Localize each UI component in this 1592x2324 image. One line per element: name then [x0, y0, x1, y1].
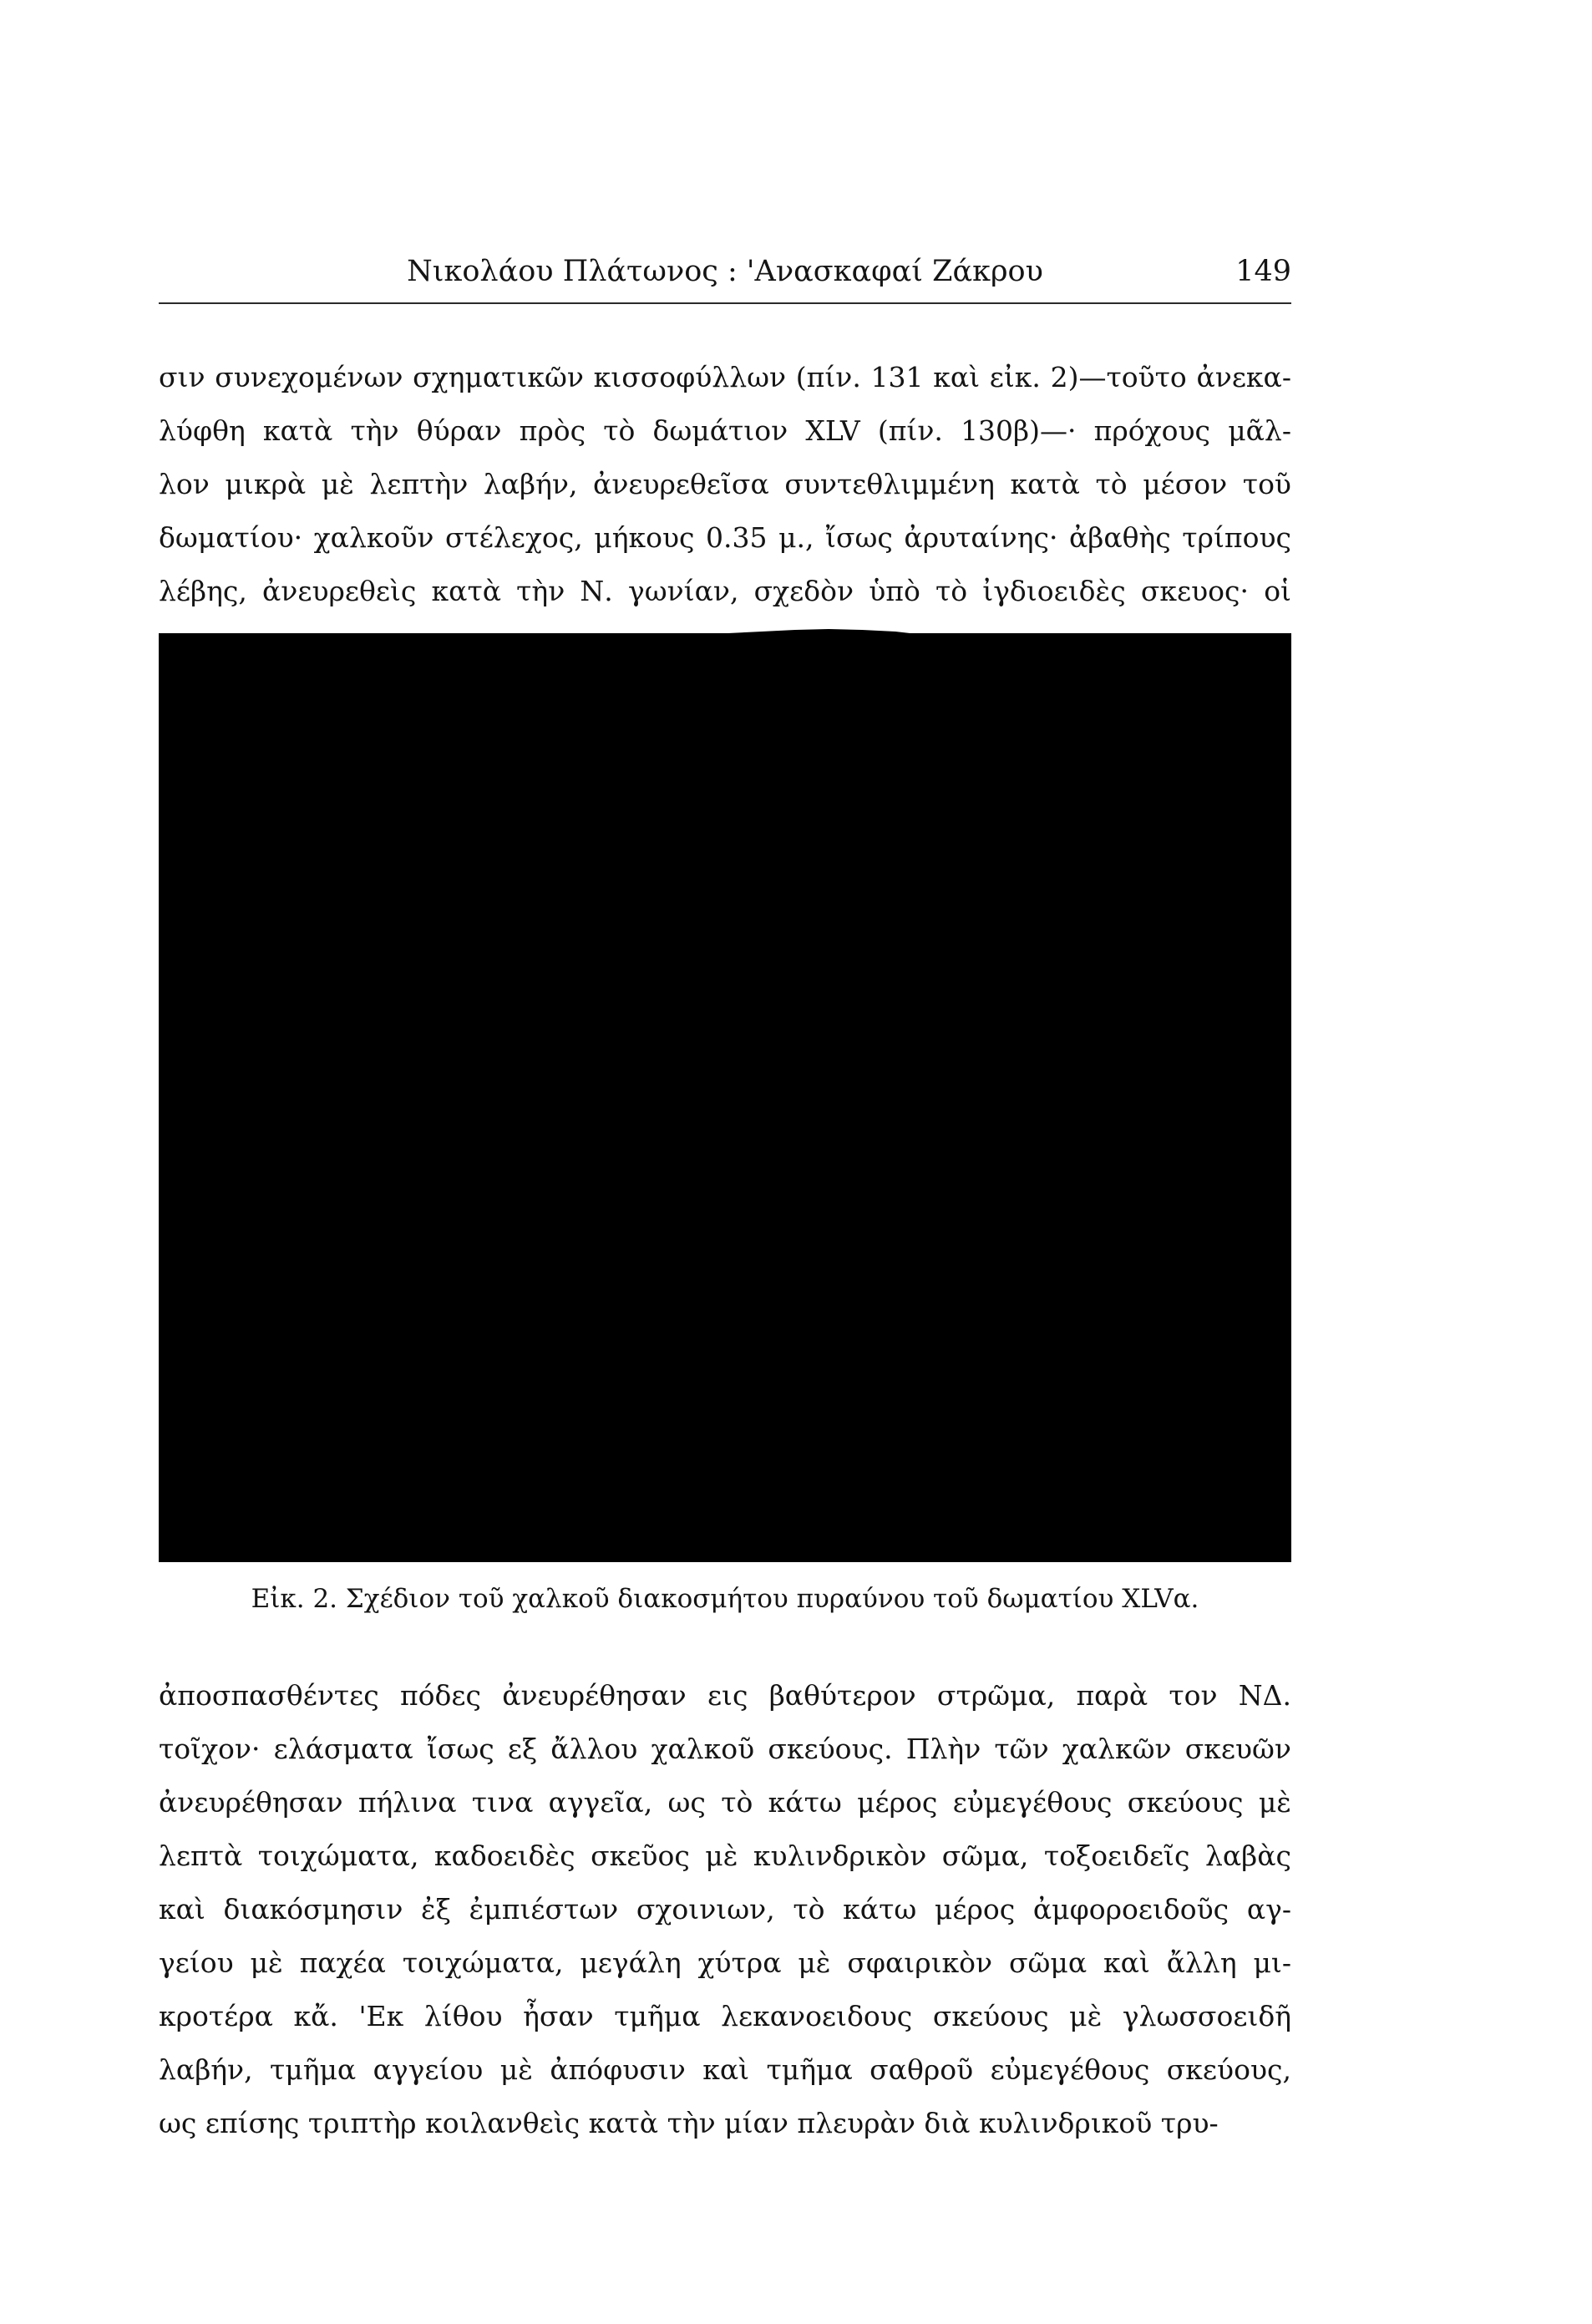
figure-caption: Εἰκ. 2. Σχέδιον τοῦ χαλκοῦ διακοσμήτου πυραύνου τοῦ δωματίου XLVα.: [251, 1584, 1199, 1614]
header-rule: [159, 302, 1291, 304]
text-line: λαβήν, τμῆμα αγγείου μὲ ἀπόφυσιν καὶ τμῆμα σαθροῦ εὐμεγέθους σκεύους,: [159, 2053, 1291, 2086]
text-line: λέβης, ἀνευρεθεὶς κατὰ τὴν Ν. γωνίαν, σχεδὸν ὑπὸ τὸ ἰγδιοειδὲς σκευος· οἱ: [159, 575, 1291, 607]
running-header: [159, 251, 1291, 292]
figure-image: [159, 633, 1291, 1562]
text-line: σιν συνεχομένων σχηματικῶν κισσοφύλλων (πίν. 131 καὶ εἰκ. 2)—τοῦτο ἀνεκα-: [159, 361, 1291, 393]
text-line: κροτέρα κἄ. 'Εκ λίθου ἦσαν τμῆμα λεκανοειδους σκεύους μὲ γλωσσοειδῆ: [159, 2000, 1291, 2032]
text-line: ἀνευρέθησαν πήλινα τινα αγγεῖα, ως τὸ κάτω μέρος εὐμεγέθους σκεύους μὲ: [159, 1786, 1291, 1819]
text-line: γείου μὲ παχέα τοιχώματα, μεγάλη χύτρα μὲ σφαιρικὸν σῶμα καὶ ἄλλη μι-: [159, 1946, 1291, 1979]
text-line: ως επίσης τριπτὴρ κοιλανθεὶς κατὰ τὴν μίαν πλευρὰν διὰ κυλινδρικοῦ τρυ-: [159, 2107, 1219, 2139]
bottom-paragraph: [159, 1669, 1291, 2150]
top-paragraph: [159, 351, 1291, 618]
figure-torn-edge: [728, 615, 917, 635]
text-line: λεπτὰ τοιχώματα, καδοειδὲς σκεῦος μὲ κυλινδρικὸν σῶμα, τοξοειδεῖς λαβὰς: [159, 1839, 1291, 1872]
text-line: ἀποσπασθέντες πόδες ἀνευρέθησαν εις βαθύτερον στρῶμα, παρὰ τον ΝΔ.: [159, 1679, 1291, 1712]
text-line: τοῖχον· ελάσματα ἴσως εξ ἄλλου χαλκοῦ σκεύους. Πλὴν τῶν χαλκῶν σκευῶν: [159, 1733, 1291, 1765]
text-line: λον μικρὰ μὲ λεπτὴν λαβήν, ἀνευρεθεῖσα συντεθλιμμένη κατὰ τὸ μέσον τοῦ: [159, 468, 1291, 500]
text-line: λύφθη κατὰ τὴν θύραν πρὸς τὸ δωμάτιον XLV (πίν. 130β)—· πρόχους μᾶλ-: [159, 414, 1291, 447]
running-title: Νικολάου Πλάτωνος : 'Ανασκαφαί Ζάκρου: [407, 255, 1043, 288]
page-number: 149: [1235, 255, 1291, 288]
text-line: καὶ διακόσμησιν ἐξ ἐμπιέστων σχοινιων, τὸ κάτω μέρος ἀμφοροειδοῦς αγ-: [159, 1893, 1291, 1926]
text-line: δωματίου· χαλκοῦν στέλεχος, μήκους 0.35 μ., ἴσως ἀρυταίνης· ἀβαθὴς τρίπους: [159, 521, 1291, 554]
